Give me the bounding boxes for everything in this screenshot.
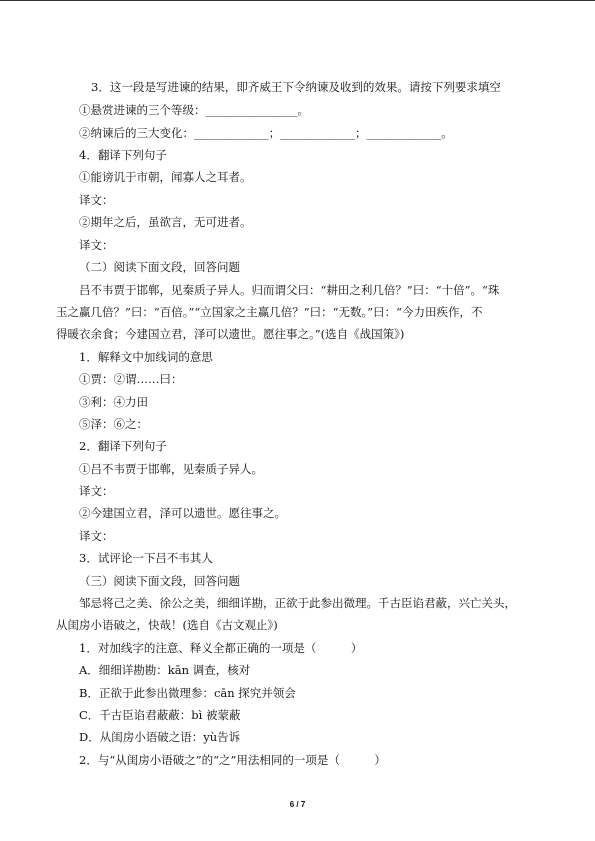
sentence-item: ②今建国立君，泽可以遗世。愿往事之。 xyxy=(79,506,286,520)
page-number: 6 / 7 xyxy=(289,800,306,809)
option-d: D．从闺房小语破之语：yù告诉 xyxy=(79,730,241,744)
section-heading: （二）阅读下面文段，回答问题 xyxy=(79,260,240,274)
question-heading: 2．翻译下列句子 xyxy=(79,439,167,453)
blank-line: ①悬赏进谏的三个等级：________________。 xyxy=(79,103,309,117)
option-c: C．千古臣谄君蔽蔽：bì 被蒙蔽 xyxy=(79,708,241,722)
sentence-item: ①吕不韦贾于邯郸，见秦质子异人。 xyxy=(79,462,263,476)
word-item: ⑤泽：⑥之： xyxy=(79,417,148,431)
translation-label: 译文： xyxy=(79,193,114,207)
translation-label: 译文： xyxy=(79,484,114,498)
question-heading: 3．试评论一下吕不韦其人 xyxy=(79,551,213,565)
option-a: A．细细详勘勘：kān 调查，核对 xyxy=(79,663,251,677)
question-heading: 1．解释文中加线词的意思 xyxy=(79,350,213,364)
passage-line: 吕不韦贾于邯郸，见秦质子异人。归而谓父曰：“耕田之利几倍？”曰：“十倍”。“珠 xyxy=(79,283,500,297)
question-3: 3．这一段是写进谏的结果，即齐威王下令纳谏及收到的效果。请按下列要求填空 xyxy=(91,80,501,94)
sentence-item: ①能谤讥于市朝，闻寡人之耳者。 xyxy=(79,170,252,184)
passage-line: 玉之赢几倍？”曰：“百倍。”“立国家之主赢几倍？”曰：“无数。”曰：“今力田疾作，不 xyxy=(56,305,483,319)
translation-label: 译文： xyxy=(79,529,114,543)
section-heading: （三）阅读下面文段，回答问题 xyxy=(79,574,240,588)
word-item: ③利：④力田 xyxy=(79,395,148,409)
passage-line: 邹忌将己之美、徐公之美，细细详勘，正欲于此参出微理。千古臣谄君蔽，兴亡关头， xyxy=(79,596,516,610)
passage-line: 从闺房小语破之，快哉！(选自《古文观止》) xyxy=(56,618,278,632)
option-b: B．正欲于此参出微理参：cān 探究并领会 xyxy=(79,686,296,700)
word-item: ①贾：②谓……曰： xyxy=(79,372,183,386)
sentence-item: ②期年之后，虽欲言，无可进者。 xyxy=(79,215,252,229)
question-heading: 4．翻译下列句子 xyxy=(79,148,167,162)
question-heading: 2．与“从闺房小语破之”的“之”用法相同的一项是（ ） xyxy=(79,753,386,767)
question-heading: 1．对加线字的注意、释义全都正确的一项是（ ） xyxy=(79,641,363,655)
passage-line: 得暖衣余食；今建国立君，泽可以遗世。愿往事之。”(选自《战国策》) xyxy=(56,327,405,341)
blank-line: ②纳谏后的三大变化：_____________；_____________；_____________。 xyxy=(79,126,453,140)
translation-label: 译文： xyxy=(79,238,114,252)
